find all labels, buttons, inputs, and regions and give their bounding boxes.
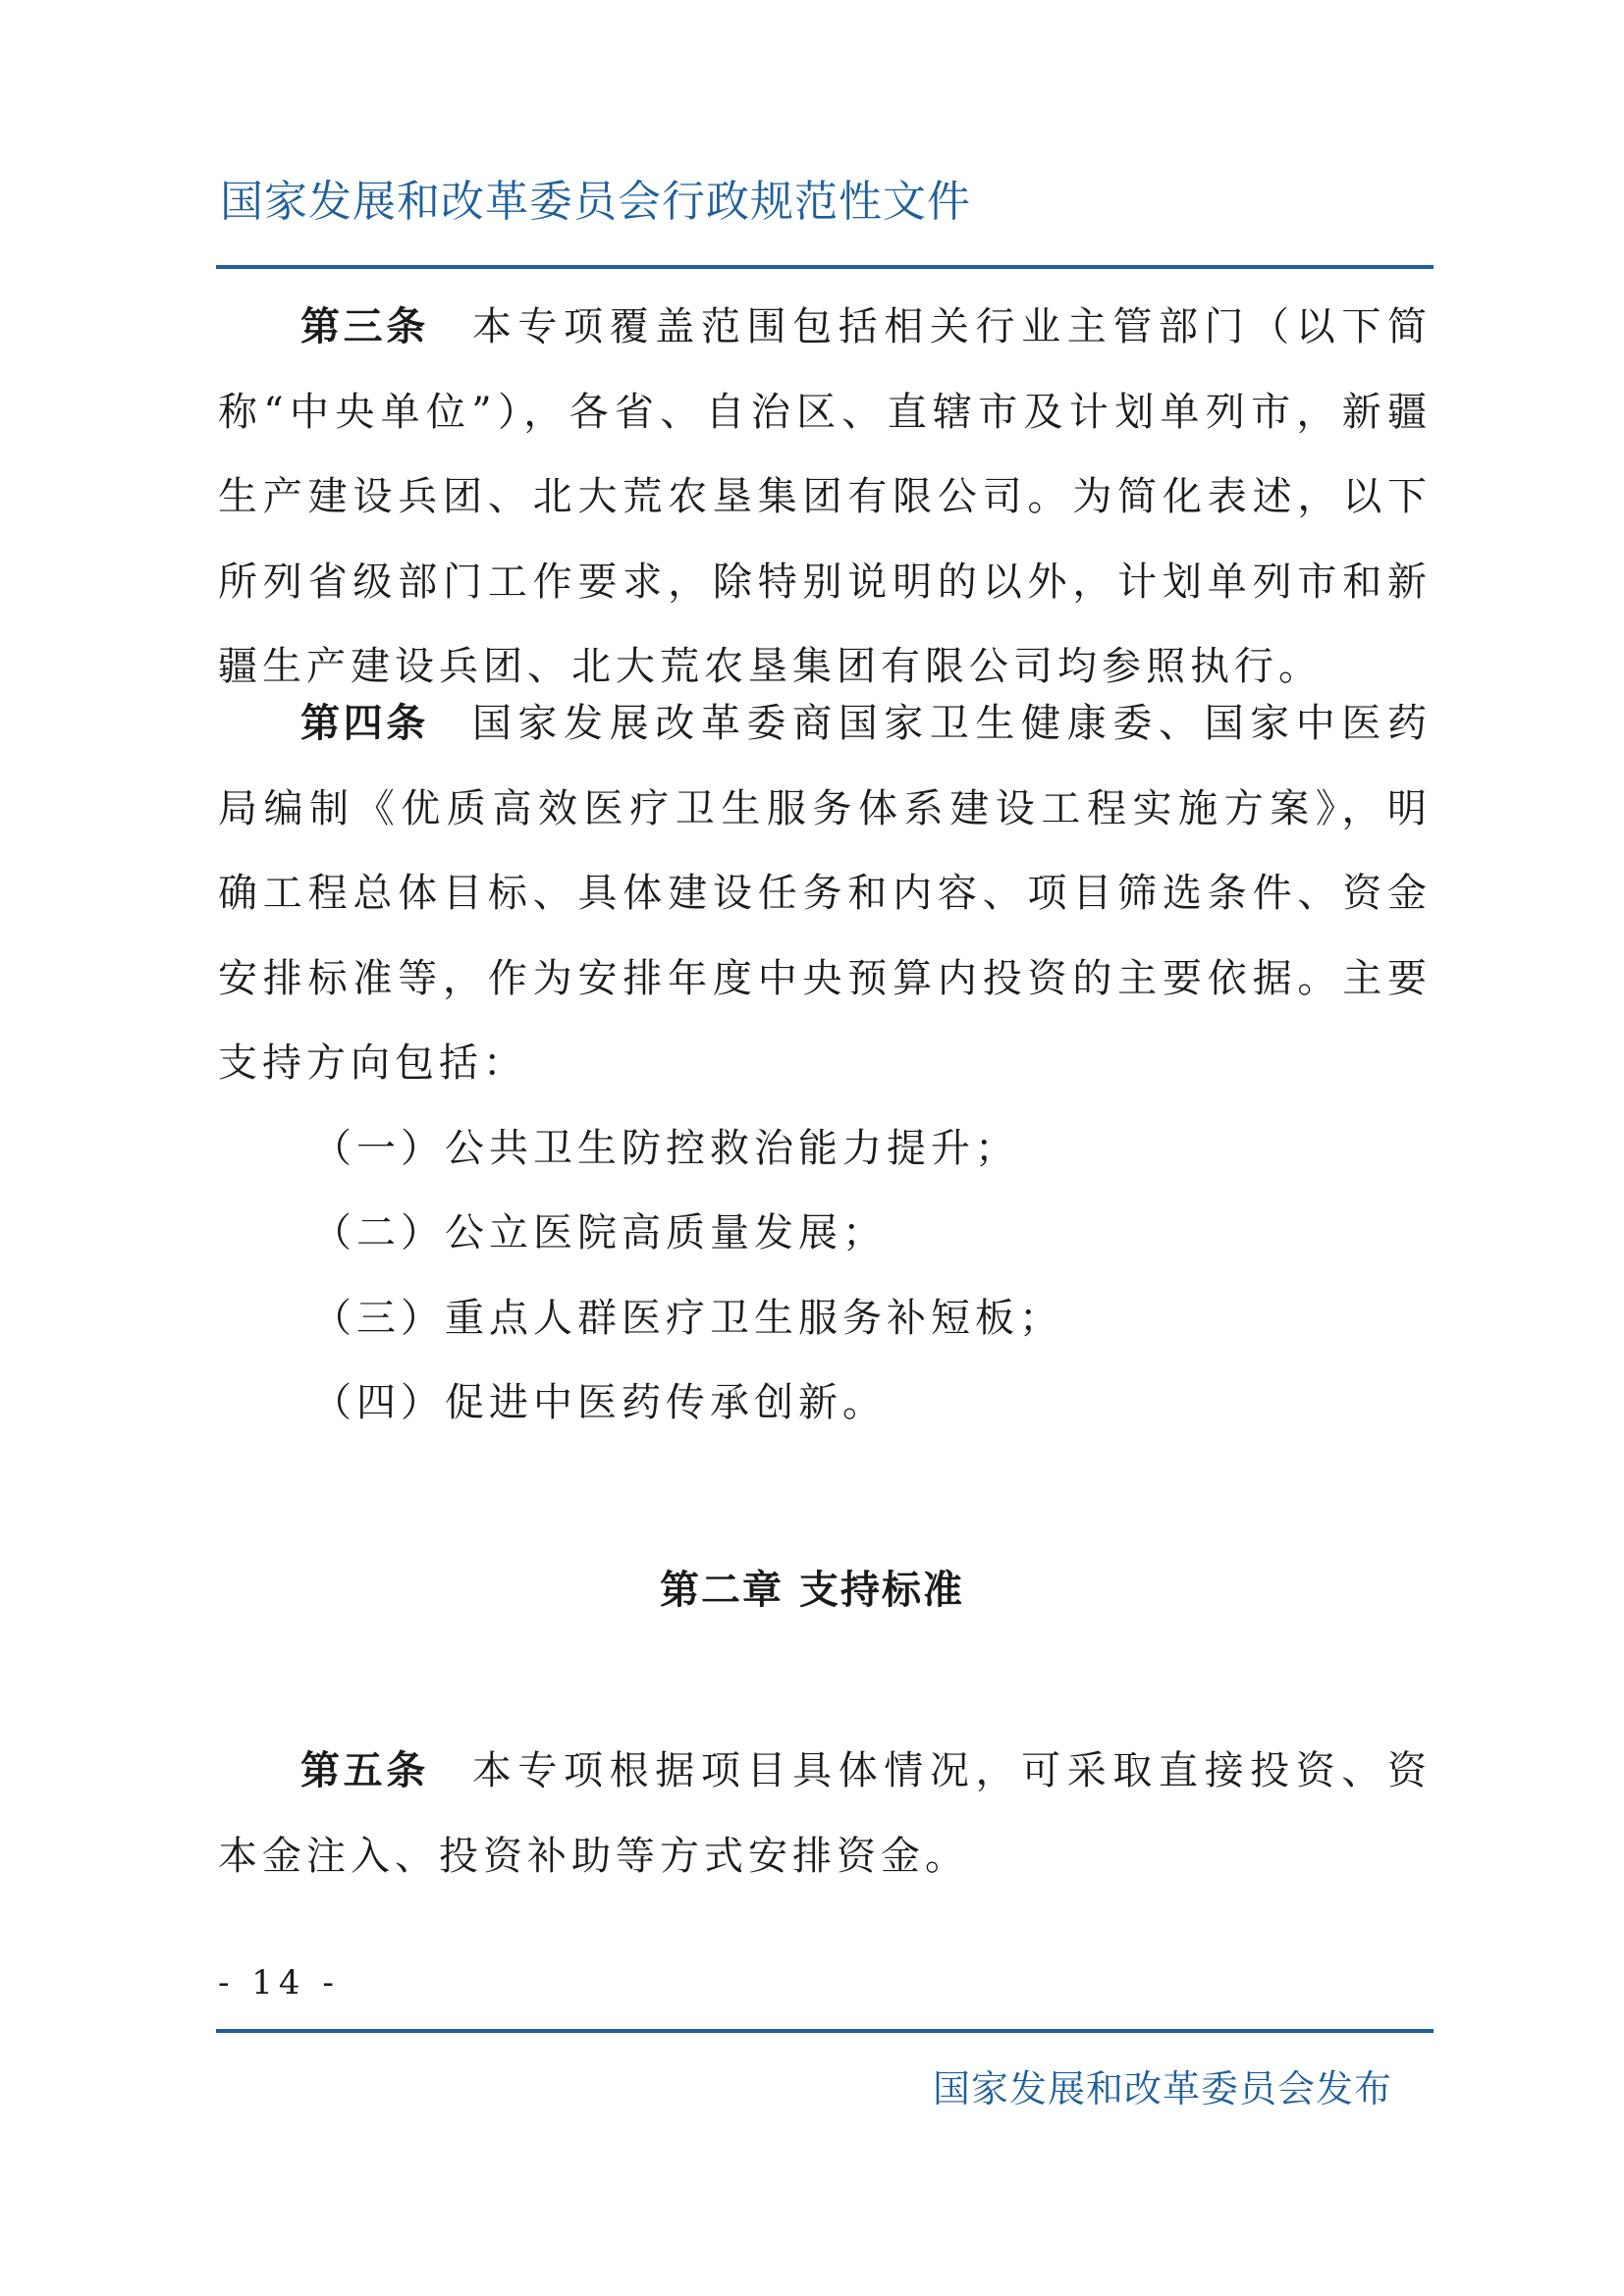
chapter-title: 第二章 支持标准 xyxy=(660,1568,964,1613)
article-4 xyxy=(218,681,1432,1446)
article-5-text: 本专项根据项目具体情况，可采取直接投资、资本金注入、投资补助等方式安排资金。 xyxy=(218,1748,1433,1879)
article-4-list-item: （一）公共卫生防控救治能力提升； xyxy=(312,1125,1019,1171)
article-3 xyxy=(218,285,1432,710)
document-header-title: 国家发展和改革委员会行政规范性文件 xyxy=(220,177,971,227)
article-5 xyxy=(218,1729,1432,1898)
article-5-label: 第五条 xyxy=(300,1748,429,1793)
article-4-paragraph xyxy=(218,681,1432,1106)
article-4-list-item: （四）促进中医药传承创新。 xyxy=(312,1380,887,1425)
footer-publisher: 国家发展和改革委员会发布 xyxy=(932,2067,1392,2110)
article-3-paragraph xyxy=(218,285,1432,710)
article-3-text: 本专项覆盖范围包括相关行业主管部门（以下简称“中央单位”），各省、自治区、直辖市及计划单列市，新疆生产建设兵团、北大荒农垦集团有限公司。为简化表述，以下所列省级部门工作要求，除特别说明的以外，计划单列市和新疆生产建设兵团、北大荒农垦集团有限公司均参照执行。 xyxy=(218,304,1433,689)
article-3-label: 第三条 xyxy=(300,304,429,349)
article-5-paragraph xyxy=(218,1729,1432,1898)
header-divider xyxy=(216,265,1434,269)
article-4-list-item: （三）重点人群医疗卫生服务补短板； xyxy=(312,1295,1063,1341)
footer-divider xyxy=(216,2029,1434,2033)
article-4-text: 国家发展改革委商国家卫生健康委、国家中医药局编制《优质高效医疗卫生服务体系建设工程实施方案》，明确工程总体目标、具体建设任务和内容、项目筛选条件、资金安排标准等，作为安排年度中央预算内投资的主要依据。主要支持方向包括： xyxy=(218,701,1433,1086)
article-4-label: 第四条 xyxy=(300,701,429,746)
page-number: - 14 - xyxy=(218,1963,340,2002)
article-4-list-item: （二）公立医院高质量发展； xyxy=(312,1210,887,1255)
